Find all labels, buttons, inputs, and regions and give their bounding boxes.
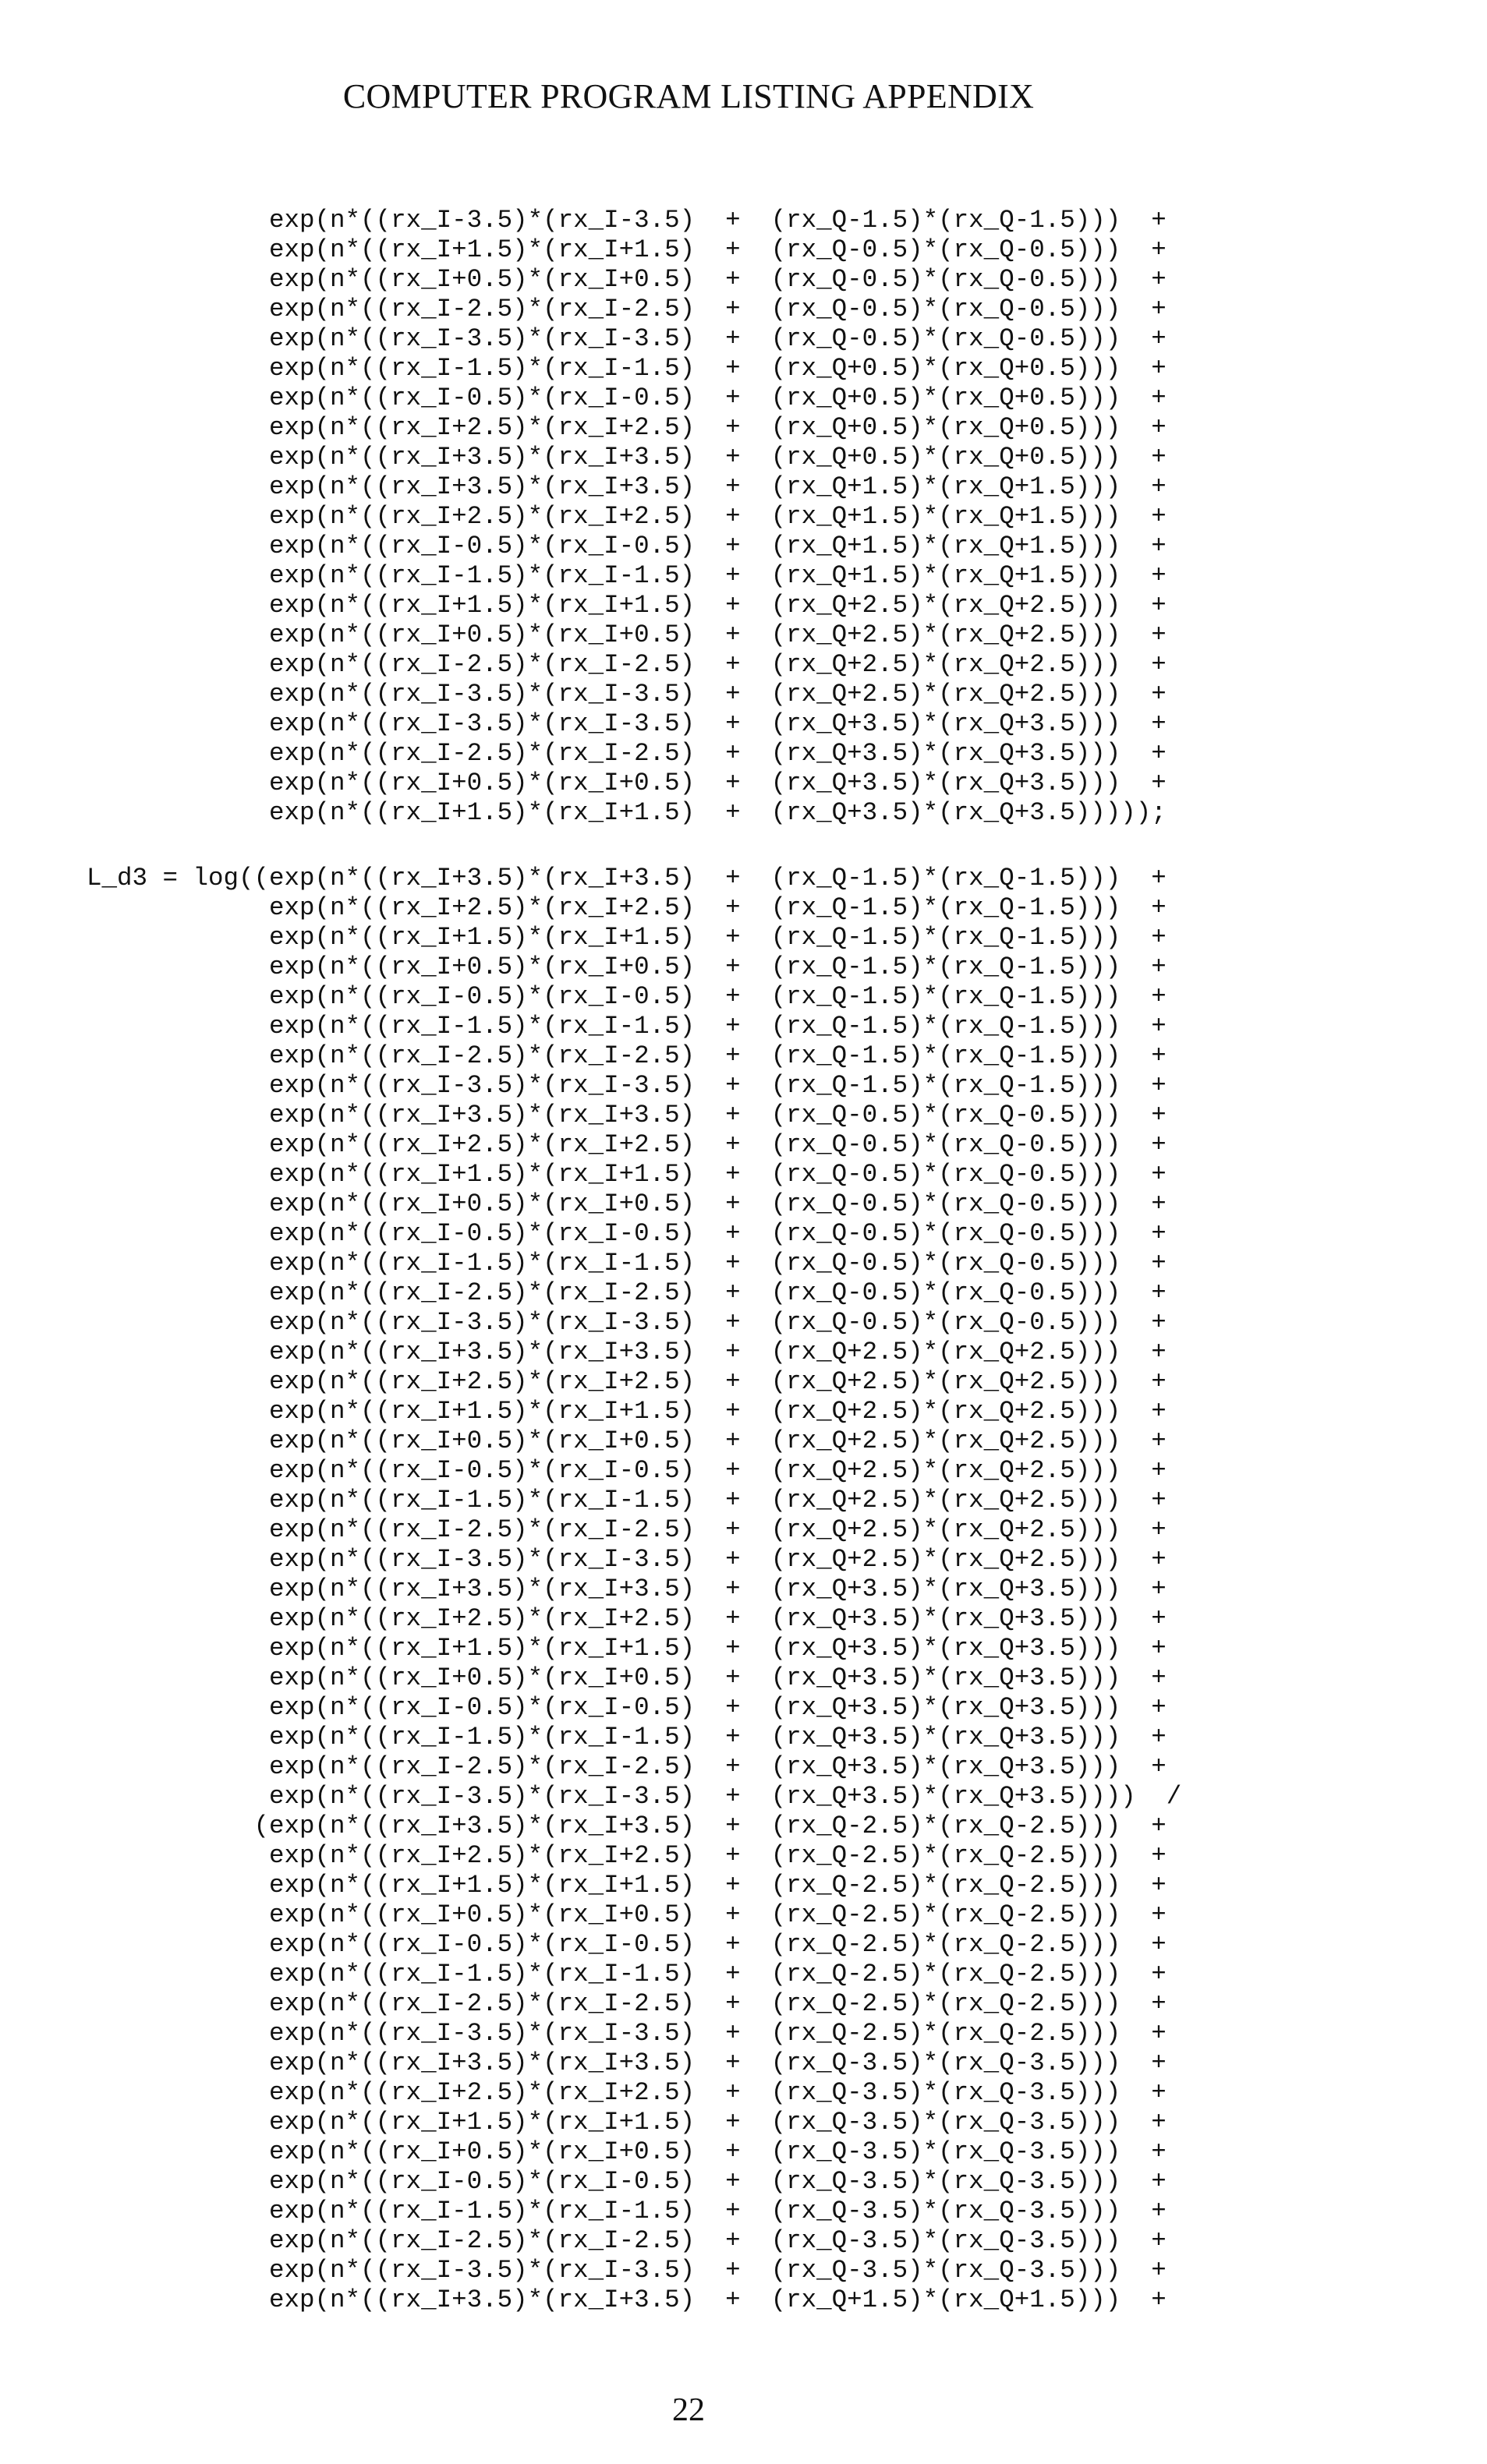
code-line: exp(n*((rx_I-0.5)*(rx_I-0.5) + (rx_Q-3.5)*(rx_Q-3.5))) + [87, 2167, 1181, 2197]
code-line: exp(n*((rx_I+1.5)*(rx_I+1.5) + (rx_Q-2.5)*(rx_Q-2.5))) + [87, 1871, 1181, 1900]
code-line: exp(n*((rx_I-3.5)*(rx_I-3.5) + (rx_Q+3.5)*(rx_Q+3.5)))) / [87, 1782, 1181, 1812]
code-line: exp(n*((rx_I+3.5)*(rx_I+3.5) + (rx_Q+3.5)*(rx_Q+3.5))) + [87, 1575, 1181, 1604]
code-line: exp(n*((rx_I-3.5)*(rx_I-3.5) + (rx_Q+2.5)*(rx_Q+2.5))) + [87, 680, 1167, 709]
code-line: exp(n*((rx_I+2.5)*(rx_I+2.5) + (rx_Q-2.5)*(rx_Q-2.5))) + [87, 1841, 1181, 1871]
code-line: exp(n*((rx_I+3.5)*(rx_I+3.5) + (rx_Q-0.5)*(rx_Q-0.5))) + [87, 1101, 1181, 1130]
code-line: exp(n*((rx_I-2.5)*(rx_I-2.5) + (rx_Q+3.5)*(rx_Q+3.5))) + [87, 739, 1167, 769]
code-line: exp(n*((rx_I+3.5)*(rx_I+3.5) + (rx_Q+2.5)*(rx_Q+2.5))) + [87, 1338, 1181, 1367]
code-line: exp(n*((rx_I-0.5)*(rx_I-0.5) + (rx_Q+1.5)*(rx_Q+1.5))) + [87, 532, 1167, 561]
code-line: exp(n*((rx_I-2.5)*(rx_I-2.5) + (rx_Q-2.5)*(rx_Q-2.5))) + [87, 1989, 1181, 2019]
code-line: exp(n*((rx_I-3.5)*(rx_I-3.5) + (rx_Q-3.5)*(rx_Q-3.5))) + [87, 2256, 1181, 2285]
code-line: exp(n*((rx_I+1.5)*(rx_I+1.5) + (rx_Q+2.5)*(rx_Q+2.5))) + [87, 1397, 1181, 1426]
code-line: exp(n*((rx_I+0.5)*(rx_I+0.5) + (rx_Q+3.5)*(rx_Q+3.5))) + [87, 769, 1167, 798]
code-line: exp(n*((rx_I+1.5)*(rx_I+1.5) + (rx_Q-0.5)*(rx_Q-0.5))) + [87, 1160, 1181, 1190]
code-line: exp(n*((rx_I-1.5)*(rx_I-1.5) + (rx_Q-1.5)*(rx_Q-1.5))) + [87, 1012, 1181, 1041]
code-line: exp(n*((rx_I+1.5)*(rx_I+1.5) + (rx_Q+2.5)*(rx_Q+2.5))) + [87, 591, 1167, 620]
code-line: exp(n*((rx_I-2.5)*(rx_I-2.5) + (rx_Q-3.5)*(rx_Q-3.5))) + [87, 2226, 1181, 2256]
code-line: exp(n*((rx_I-3.5)*(rx_I-3.5) + (rx_Q-0.5)*(rx_Q-0.5))) + [87, 324, 1167, 354]
code-line: exp(n*((rx_I+0.5)*(rx_I+0.5) + (rx_Q+2.5)*(rx_Q+2.5))) + [87, 1426, 1181, 1456]
code-line: exp(n*((rx_I+2.5)*(rx_I+2.5) + (rx_Q+3.5)*(rx_Q+3.5))) + [87, 1604, 1181, 1634]
code-line: exp(n*((rx_I+2.5)*(rx_I+2.5) + (rx_Q+0.5)*(rx_Q+0.5))) + [87, 413, 1167, 443]
code-line: exp(n*((rx_I-2.5)*(rx_I-2.5) + (rx_Q-1.5)*(rx_Q-1.5))) + [87, 1041, 1181, 1071]
code-line: exp(n*((rx_I+1.5)*(rx_I+1.5) + (rx_Q-1.5)*(rx_Q-1.5))) + [87, 923, 1181, 953]
code-line: exp(n*((rx_I-0.5)*(rx_I-0.5) + (rx_Q-1.5)*(rx_Q-1.5))) + [87, 982, 1181, 1012]
page-number: 22 [0, 2392, 1377, 2429]
code-line: exp(n*((rx_I+1.5)*(rx_I+1.5) + (rx_Q-0.5)*(rx_Q-0.5))) + [87, 235, 1167, 265]
code-line: exp(n*((rx_I+0.5)*(rx_I+0.5) + (rx_Q-2.5)*(rx_Q-2.5))) + [87, 1900, 1181, 1930]
code-line: exp(n*((rx_I+2.5)*(rx_I+2.5) + (rx_Q-3.5)*(rx_Q-3.5))) + [87, 2078, 1181, 2108]
code-line: exp(n*((rx_I+1.5)*(rx_I+1.5) + (rx_Q+3.5)*(rx_Q+3.5))) + [87, 1634, 1181, 1663]
code-line: exp(n*((rx_I-2.5)*(rx_I-2.5) + (rx_Q+2.5)*(rx_Q+2.5))) + [87, 650, 1167, 680]
code-line: exp(n*((rx_I-1.5)*(rx_I-1.5) + (rx_Q-3.5)*(rx_Q-3.5))) + [87, 2197, 1181, 2226]
code-line: exp(n*((rx_I-1.5)*(rx_I-1.5) + (rx_Q-2.5)*(rx_Q-2.5))) + [87, 1960, 1181, 1989]
code-line: exp(n*((rx_I+2.5)*(rx_I+2.5) + (rx_Q+2.5)*(rx_Q+2.5))) + [87, 1367, 1181, 1397]
code-line: exp(n*((rx_I+2.5)*(rx_I+2.5) + (rx_Q-0.5)*(rx_Q-0.5))) + [87, 1130, 1181, 1160]
code-line: exp(n*((rx_I+0.5)*(rx_I+0.5) + (rx_Q-0.5)*(rx_Q-0.5))) + [87, 1190, 1181, 1219]
code-line: exp(n*((rx_I+3.5)*(rx_I+3.5) + (rx_Q+1.5)*(rx_Q+1.5))) + [87, 2285, 1181, 2315]
code-line: exp(n*((rx_I-3.5)*(rx_I-3.5) + (rx_Q-2.5)*(rx_Q-2.5))) + [87, 2019, 1181, 2049]
code-line: exp(n*((rx_I-2.5)*(rx_I-2.5) + (rx_Q+3.5)*(rx_Q+3.5))) + [87, 1752, 1181, 1782]
code-line: exp(n*((rx_I+0.5)*(rx_I+0.5) + (rx_Q-0.5)*(rx_Q-0.5))) + [87, 265, 1167, 295]
code-line: exp(n*((rx_I-0.5)*(rx_I-0.5) + (rx_Q-0.5)*(rx_Q-0.5))) + [87, 1219, 1181, 1249]
code-line: exp(n*((rx_I+3.5)*(rx_I+3.5) + (rx_Q+1.5)*(rx_Q+1.5))) + [87, 472, 1167, 502]
code-line: exp(n*((rx_I+1.5)*(rx_I+1.5) + (rx_Q-3.5)*(rx_Q-3.5))) + [87, 2108, 1181, 2137]
code-line: exp(n*((rx_I-3.5)*(rx_I-3.5) + (rx_Q+2.5)*(rx_Q+2.5))) + [87, 1545, 1181, 1575]
code-line: exp(n*((rx_I+1.5)*(rx_I+1.5) + (rx_Q+3.5)*(rx_Q+3.5))))); [87, 798, 1167, 828]
code-line: exp(n*((rx_I-0.5)*(rx_I-0.5) + (rx_Q+3.5)*(rx_Q+3.5))) + [87, 1693, 1181, 1723]
code-line: exp(n*((rx_I-3.5)*(rx_I-3.5) + (rx_Q-1.5)*(rx_Q-1.5))) + [87, 206, 1167, 235]
code-line: exp(n*((rx_I-0.5)*(rx_I-0.5) + (rx_Q+2.5)*(rx_Q+2.5))) + [87, 1456, 1181, 1486]
code-line: exp(n*((rx_I-0.5)*(rx_I-0.5) + (rx_Q+0.5)*(rx_Q+0.5))) + [87, 384, 1167, 413]
code-line: exp(n*((rx_I-1.5)*(rx_I-1.5) + (rx_Q+1.5)*(rx_Q+1.5))) + [87, 561, 1167, 591]
code-line: exp(n*((rx_I-1.5)*(rx_I-1.5) + (rx_Q+0.5)*(rx_Q+0.5))) + [87, 354, 1167, 384]
code-line: exp(n*((rx_I-1.5)*(rx_I-1.5) + (rx_Q+2.5)*(rx_Q+2.5))) + [87, 1486, 1181, 1515]
code-line: L_d3 = log((exp(n*((rx_I+3.5)*(rx_I+3.5) + (rx_Q-1.5)*(rx_Q-1.5))) + [87, 864, 1181, 893]
code-line: exp(n*((rx_I+0.5)*(rx_I+0.5) + (rx_Q+2.5)*(rx_Q+2.5))) + [87, 620, 1167, 650]
code-line: exp(n*((rx_I-2.5)*(rx_I-2.5) + (rx_Q+2.5)*(rx_Q+2.5))) + [87, 1515, 1181, 1545]
code-line: exp(n*((rx_I+2.5)*(rx_I+2.5) + (rx_Q-1.5)*(rx_Q-1.5))) + [87, 893, 1181, 923]
code-line: exp(n*((rx_I+0.5)*(rx_I+0.5) + (rx_Q-3.5)*(rx_Q-3.5))) + [87, 2137, 1181, 2167]
code-line: (exp(n*((rx_I+3.5)*(rx_I+3.5) + (rx_Q-2.5)*(rx_Q-2.5))) + [87, 1812, 1181, 1841]
code-line: exp(n*((rx_I+0.5)*(rx_I+0.5) + (rx_Q-1.5)*(rx_Q-1.5))) + [87, 953, 1181, 982]
code-line: exp(n*((rx_I-0.5)*(rx_I-0.5) + (rx_Q-2.5)*(rx_Q-2.5))) + [87, 1930, 1181, 1960]
page-title: COMPUTER PROGRAM LISTING APPENDIX [0, 76, 1377, 116]
code-line: exp(n*((rx_I+0.5)*(rx_I+0.5) + (rx_Q+3.5)*(rx_Q+3.5))) + [87, 1663, 1181, 1693]
code-line: exp(n*((rx_I+3.5)*(rx_I+3.5) + (rx_Q-3.5)*(rx_Q-3.5))) + [87, 2049, 1181, 2078]
code-line: exp(n*((rx_I-1.5)*(rx_I-1.5) + (rx_Q+3.5)*(rx_Q+3.5))) + [87, 1723, 1181, 1752]
code-line: exp(n*((rx_I-2.5)*(rx_I-2.5) + (rx_Q-0.5)*(rx_Q-0.5))) + [87, 1278, 1181, 1308]
code-line: exp(n*((rx_I-3.5)*(rx_I-3.5) + (rx_Q-1.5)*(rx_Q-1.5))) + [87, 1071, 1181, 1101]
code-line: exp(n*((rx_I+3.5)*(rx_I+3.5) + (rx_Q+0.5)*(rx_Q+0.5))) + [87, 443, 1167, 472]
code-listing-block-2-l-d3 [87, 864, 1181, 2315]
code-listing-block-1 [87, 206, 1167, 828]
code-line: exp(n*((rx_I-3.5)*(rx_I-3.5) + (rx_Q-0.5)*(rx_Q-0.5))) + [87, 1308, 1181, 1338]
code-line: exp(n*((rx_I-3.5)*(rx_I-3.5) + (rx_Q+3.5)*(rx_Q+3.5))) + [87, 709, 1167, 739]
code-line: exp(n*((rx_I-1.5)*(rx_I-1.5) + (rx_Q-0.5)*(rx_Q-0.5))) + [87, 1249, 1181, 1278]
code-line: exp(n*((rx_I+2.5)*(rx_I+2.5) + (rx_Q+1.5)*(rx_Q+1.5))) + [87, 502, 1167, 532]
code-line: exp(n*((rx_I-2.5)*(rx_I-2.5) + (rx_Q-0.5)*(rx_Q-0.5))) + [87, 295, 1167, 324]
